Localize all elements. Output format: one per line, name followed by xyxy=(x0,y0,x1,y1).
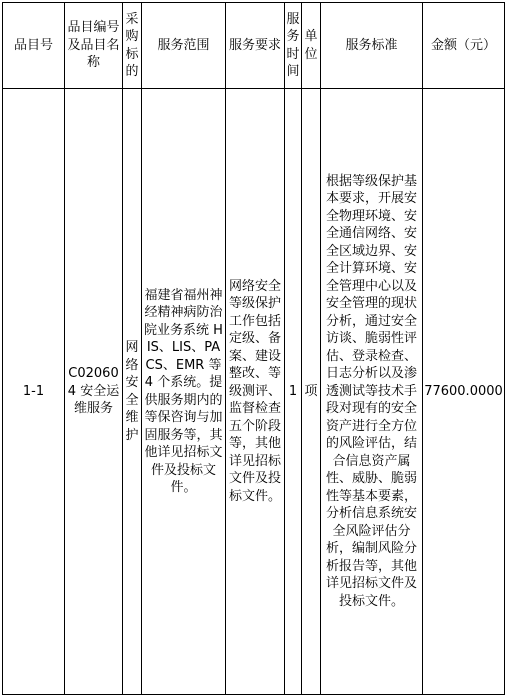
cell-scope: 福建省福州神经精神病防治院业务系统 HIS、LIS、PACS、EMR 等 4 个系统。提供服务期内的等保咨询与加固服务等，其他详见招标文件及投标文件。 xyxy=(142,89,226,695)
cell-requirement: 网络安全等级保护工作包括定级、备案、建设整改、等级测评、监督检查五个阶段等，其他详见招标文件及投标文件。 xyxy=(226,89,285,695)
header-unit: 单位 xyxy=(302,3,321,89)
header-period: 服务时间 xyxy=(285,3,302,89)
header-item-code-name: 品目编号及品目名称 xyxy=(65,3,123,89)
cell-amount: 77600.0000 xyxy=(423,89,505,695)
cell-item-code-name: C020604 安全运维服务 xyxy=(65,89,123,695)
cell-item-no: 1-1 xyxy=(3,89,65,695)
header-standard: 服务标准 xyxy=(321,3,423,89)
header-scope: 服务范围 xyxy=(142,3,226,89)
header-requirement: 服务要求 xyxy=(226,3,285,89)
procurement-table xyxy=(2,2,505,695)
cell-subject: 网络安全维护 xyxy=(123,89,142,695)
cell-period: 1 xyxy=(285,89,302,695)
header-row xyxy=(3,3,505,89)
cell-unit: 项 xyxy=(302,89,321,695)
header-subject: 采购标的 xyxy=(123,3,142,89)
header-amount: 金额（元） xyxy=(423,3,505,89)
header-item-no: 品目号 xyxy=(3,3,65,89)
table-row xyxy=(3,89,505,695)
cell-standard: 根据等级保护基本要求，开展安全物理环境、安全通信网络、安全区域边界、安全计算环境、安全管理中心以及安全管理的现状分析，通过安全访谈、脆弱性评估、登录检查、日志分析以及渗透测试等技术手段对现有的安全资产进行全方位的风险评估，结合信息资产属性、威胁、脆弱性等基本要素，分析信息系统安全风险评估分析，编制风险分析报告等，其他详见招标文件及投标文件。 xyxy=(321,89,423,695)
